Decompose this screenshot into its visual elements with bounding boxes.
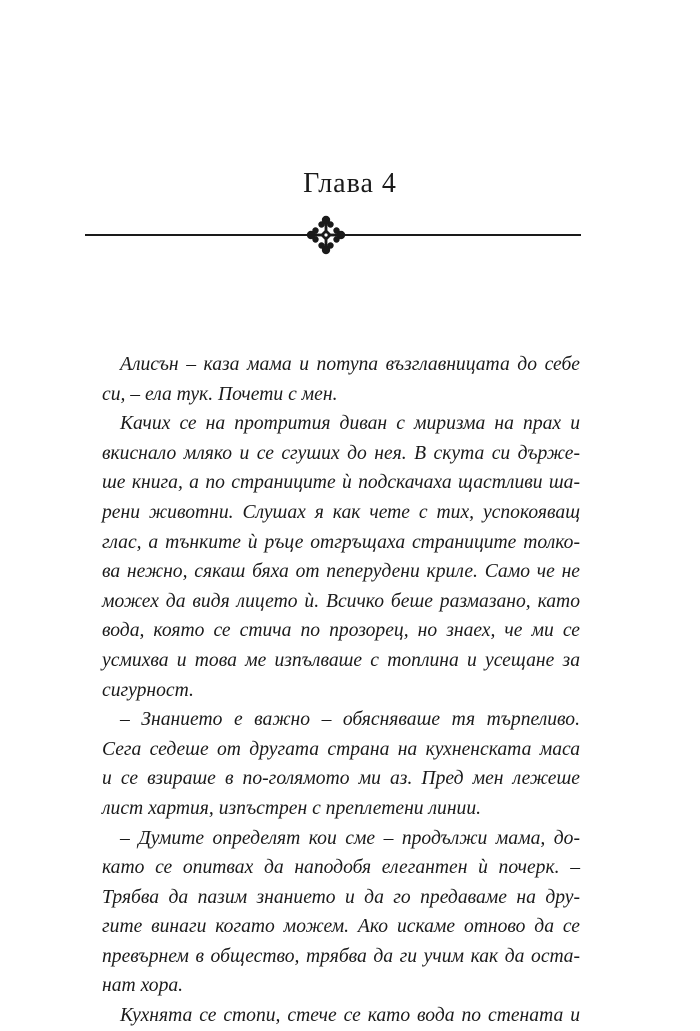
- text-line: си, – ела тук. Почети с мен.: [102, 383, 338, 405]
- text-line: и се взираше в по-голямото ми аз. Пред мен лежеше: [102, 768, 580, 790]
- text-line: рени животни. Слушах я как чете с тих, успокояващ: [102, 501, 580, 523]
- text-line: Кухнята се стопи, стече се като вода по стената и: [120, 1005, 580, 1027]
- text-line: превърнем в общество, трябва да ги учим как да остa-: [102, 945, 580, 967]
- text-line: вода, която се стича по прозорец, но знаех, че ми се: [102, 620, 580, 642]
- text-line: като се опитвах да наподобя елегантен ѝ почерк. –: [102, 857, 580, 879]
- text-line: вкиснало мляко и се сгуших до нея. В скута си държе-: [102, 442, 580, 464]
- text-line: лист хартия, изпъстрен с преплетени линии.: [102, 797, 482, 819]
- text-line: можех да видя лицето ѝ. Всичко беше размазано, като: [102, 590, 580, 612]
- text-line: нат хора.: [102, 975, 184, 997]
- text-line: глас, а тънките ѝ ръце отгръщаха страниците толко-: [102, 531, 580, 553]
- text-line: Трябва да пазим знанието и да го предаваме на дру-: [102, 886, 580, 908]
- chapter-title: Глава 4: [303, 168, 397, 199]
- text-line: гите винаги когато можем. Ако искаме отново да се: [102, 916, 580, 938]
- text-line: Алисън – каза мама и потупа възглавницата до себе: [120, 354, 580, 375]
- text-line: ва нежно, сякаш бяха от пеперудени криле. Само че не: [102, 561, 580, 583]
- chapter-body-text: [102, 350, 580, 1031]
- text-line: ше книга, а по страниците ѝ подскачаха щастливи ша-: [102, 472, 580, 494]
- text-line: Качих се на протрития диван с миризма на прах и: [120, 413, 580, 435]
- fleuron-cross-icon: [307, 216, 345, 254]
- text-line: сигурност.: [102, 679, 194, 701]
- text-line: – Думите определят кои сме – продължи мама, до-: [120, 827, 580, 849]
- text-line: – Знанието е важно – обясняваше тя търпеливо.: [120, 709, 580, 731]
- chapter-ornament-divider: [85, 214, 581, 256]
- text-line: усмихва и това ме изпълваше с топлина и усещане за: [102, 649, 580, 671]
- text-line: Сега седеше от другата страна на кухненската маса: [102, 738, 580, 760]
